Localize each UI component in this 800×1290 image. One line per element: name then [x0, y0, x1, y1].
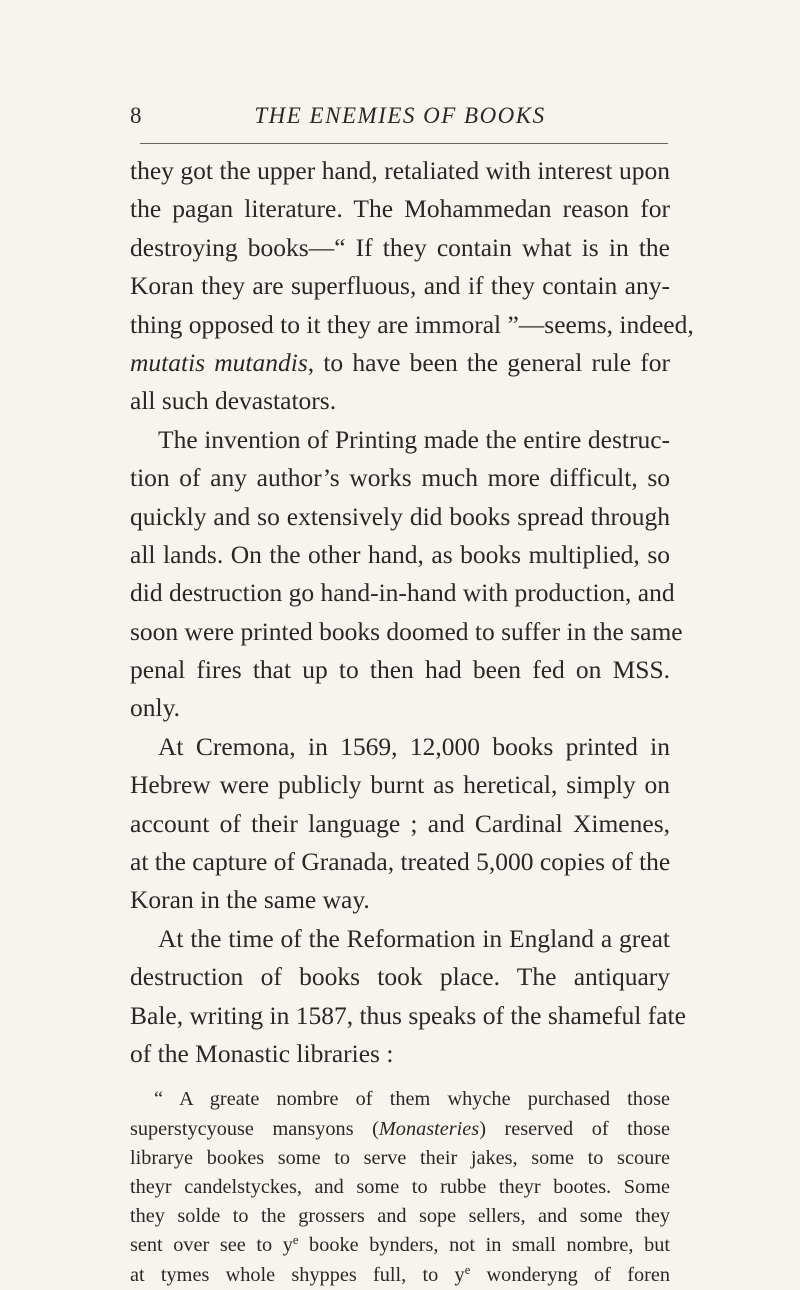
text-line: they got the upper hand, retaliated with interest upon	[130, 156, 670, 185]
block-quote	[130, 1085, 670, 1289]
text-line: quickly and so extensively did books spread through	[130, 501, 670, 531]
text-line: Hebrew were publicly burnt as heretical, simply on	[130, 770, 670, 800]
quote-line: they solde to the grossers and sope sellers, and some they	[130, 1205, 670, 1228]
quote-line	[130, 1115, 670, 1144]
paragraph-start: At Cremona, in 1569, 12,000 books printed in	[158, 731, 670, 761]
text-span: ) reserved of those	[479, 1117, 670, 1140]
superscript: e	[464, 1262, 471, 1277]
quote-line: theyr candelstyckes, and some to rubbe theyr bootes. Some	[130, 1175, 670, 1198]
text-line: tion of any author’s works much more difficult, so	[130, 463, 670, 493]
text-line: penal fires that up to then had been fed on MSS.	[130, 655, 670, 685]
text-line: at the capture of Granada, treated 5,000 copies of the	[130, 847, 671, 877]
superscript: e	[292, 1233, 299, 1248]
text-line: account of their language ; and Cardinal Ximenes,	[130, 808, 670, 838]
text-line: destruction of books took place. The antiquary	[130, 962, 670, 992]
text-span: , to have been the general rule for	[307, 347, 671, 377]
text-line: Koran in the same way.	[130, 885, 370, 915]
text-line: thing opposed to it they are immoral ”—seems, indeed,	[130, 309, 694, 339]
text-span: at tymes whole shyppes full, to y	[130, 1263, 465, 1286]
text-span: wonderyng of foren	[470, 1263, 670, 1286]
body-text	[130, 152, 694, 1290]
text-line: of the Monastic libraries :	[130, 1038, 394, 1068]
text-span: sent over see to y	[130, 1234, 293, 1257]
text-line: all such devastators.	[130, 386, 337, 416]
text-line: only.	[130, 693, 181, 723]
quote-line	[130, 1231, 670, 1260]
text-line: soon were printed books doomed to suffer in the same	[130, 616, 683, 646]
text-span: booke bynders, not in small nombre, but	[298, 1234, 670, 1257]
text-line: all lands. On the other hand, as books multiplied, so	[130, 539, 670, 569]
running-title: THE ENEMIES OF BOOKS	[254, 103, 546, 128]
text-line: Koran they are superfluous, and if they contain any-	[130, 271, 670, 301]
page-header	[0, 103, 800, 143]
quote-line: “ A greate nombre of them whyche purchased those	[154, 1088, 670, 1111]
text-line: destroying books—“ If they contain what is in the	[130, 232, 670, 262]
quote-line	[130, 1261, 670, 1290]
header-rule	[140, 143, 668, 144]
text-line	[130, 344, 670, 382]
paragraph-start: At the time of the Reformation in England a great	[158, 923, 670, 953]
page-number: 8	[130, 103, 143, 128]
italic-phrase: Monasteries	[378, 1117, 480, 1140]
quote-line: librarye bookes some to serve their jakes, some to scoure	[130, 1146, 670, 1169]
italic-phrase: mutatis mutandis	[130, 347, 308, 377]
text-line: the pagan literature. The Mohammedan reason for	[130, 194, 670, 224]
text-span: superstycyouse mansyons (	[130, 1117, 379, 1140]
paragraph-start: The invention of Printing made the entire destruc-	[158, 424, 670, 454]
text-line: Bale, writing in 1587, thus speaks of the shameful fate	[130, 1000, 686, 1030]
text-line: did destruction go hand-in-hand with production, and	[130, 578, 675, 608]
